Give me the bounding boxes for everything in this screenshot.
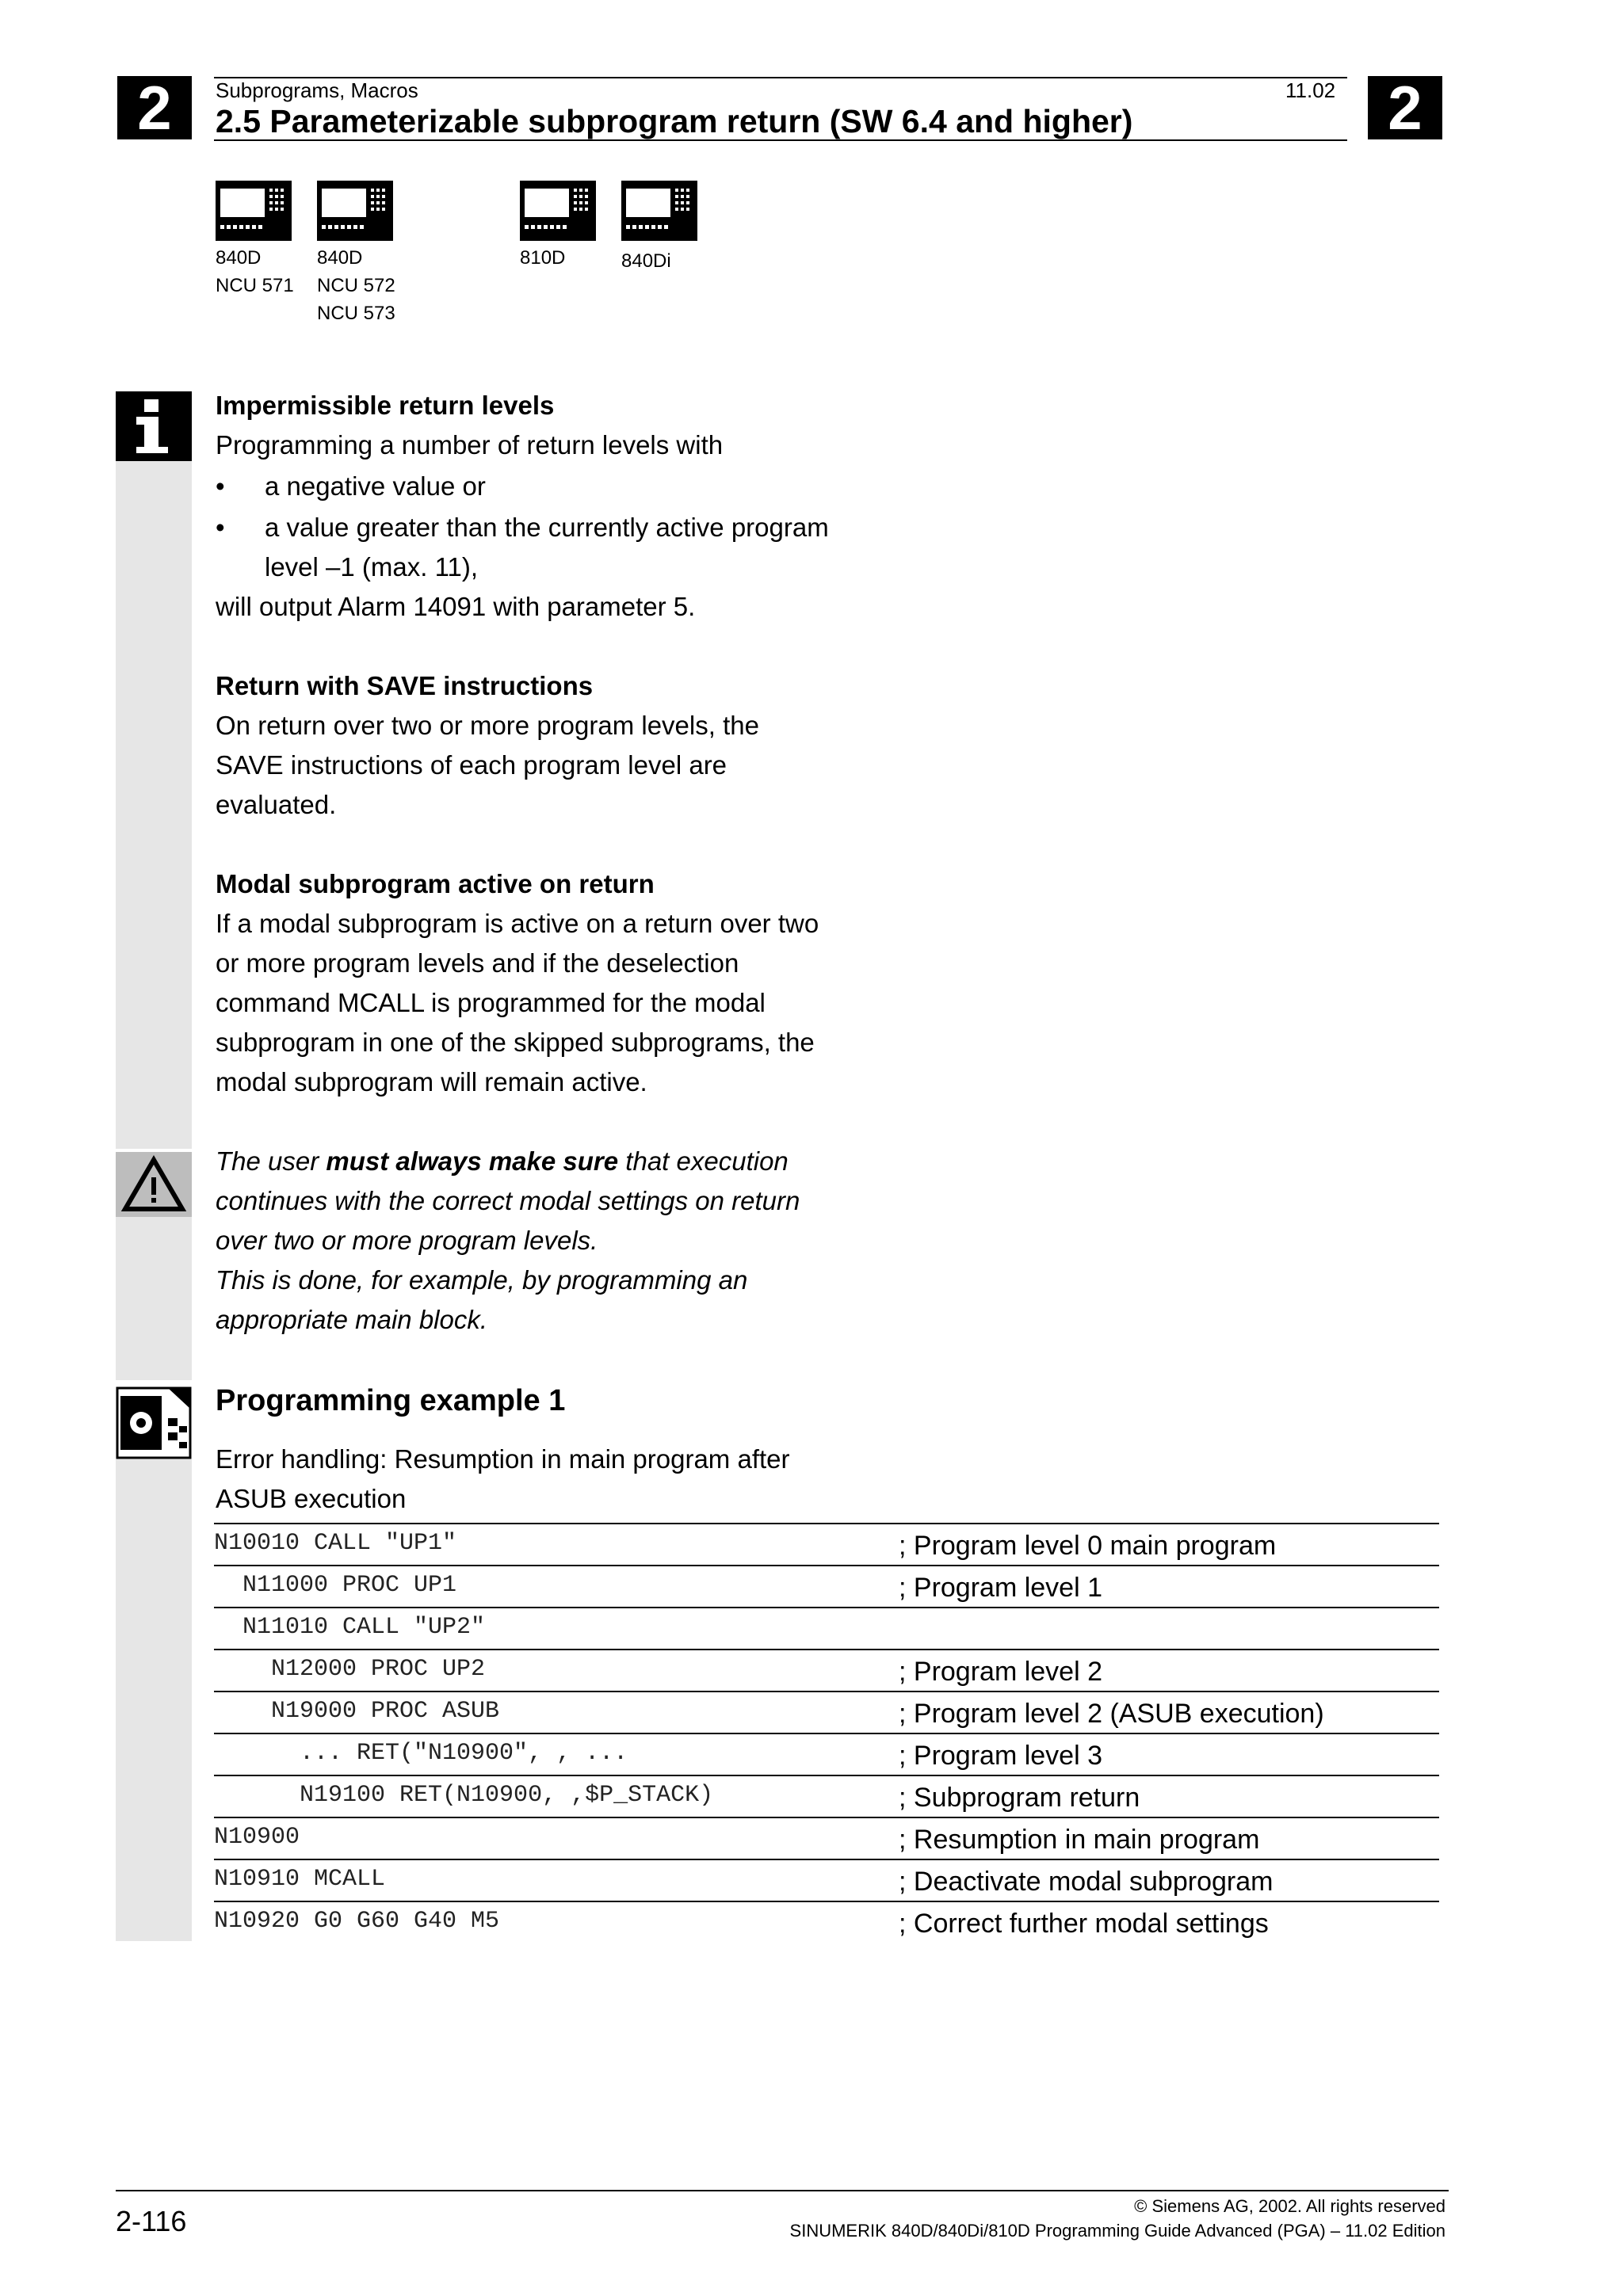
modal-line: or more program levels and if the deselection [216, 948, 739, 978]
bullet-item: a value greater than the currently active program [265, 513, 829, 542]
table-row [214, 1901, 1439, 1943]
info-icon [116, 391, 192, 461]
warning-line: This is done, for example, by programming an [216, 1265, 748, 1295]
controller-label: 840D [216, 247, 262, 269]
example-heading: Programming example 1 [216, 1384, 566, 1417]
modal-line: command MCALL is programmed for the modal [216, 988, 766, 1017]
table-row [214, 1565, 1439, 1607]
warning-icon [116, 1152, 192, 1217]
table-row [214, 1817, 1439, 1859]
modal-line: If a modal subprogram is active on a return over two [216, 909, 819, 938]
controller-panel-icon [317, 181, 393, 241]
comment-cell: ; Program level 3 [899, 1741, 1102, 1771]
programming-example-icon [116, 1386, 192, 1459]
warning-line: appropriate main block. [216, 1305, 488, 1334]
controller-label: 840D [317, 247, 363, 269]
table-row [214, 1691, 1439, 1733]
table-row [214, 1775, 1439, 1817]
bullet-symbol: • [216, 471, 225, 501]
save-line: On return over two or more program levels, the [216, 711, 759, 740]
warning-text: The user [216, 1146, 327, 1176]
page-title: 2.5 Parameterizable subprogram return (SW 6.4 and higher) [216, 103, 1133, 139]
example-desc: ASUB execution [216, 1484, 407, 1513]
controller-panel-icon [216, 181, 292, 241]
modal-heading: Modal subprogram active on return [216, 869, 655, 898]
info-intro: Programming a number of return levels with [216, 430, 724, 460]
table-row [214, 1649, 1439, 1691]
info-heading: Impermissible return levels [216, 391, 555, 420]
code-cell: N19100 RET(N10900, ,$P_STACK) [214, 1782, 714, 1809]
save-heading: Return with SAVE instructions [216, 671, 594, 700]
controller-label: NCU 572 [317, 275, 395, 296]
controller-label: 840Di [621, 250, 671, 272]
code-table [214, 1523, 1439, 1943]
chapter-number-left: 2 [117, 76, 192, 139]
info-closing: will output Alarm 14091 with parameter 5. [216, 592, 696, 621]
comment-cell: ; Subprogram return [899, 1783, 1140, 1813]
section-label: Subprograms, Macros [216, 78, 418, 102]
chapter-number-right: 2 [1368, 76, 1442, 139]
code-cell: N10010 CALL "UP1" [214, 1530, 457, 1557]
controller-label: 810D [520, 247, 566, 269]
margin-strip [116, 391, 192, 1149]
footer-rule [116, 2190, 1449, 2191]
bullet-item-continuation: level –1 (max. 11), [265, 552, 478, 582]
code-cell: N11010 CALL "UP2" [214, 1614, 486, 1641]
bullet-symbol: • [216, 513, 225, 542]
margin-strip [116, 1386, 192, 1941]
warning-line: continues with the correct modal settings on return [216, 1186, 800, 1215]
comment-cell: ; Deactivate modal subprogram [899, 1867, 1274, 1897]
comment-cell: ; Correct further modal settings [899, 1909, 1269, 1939]
comment-cell: ; Resumption in main program [899, 1825, 1260, 1855]
doc-title: SINUMERIK 840D/840Di/810D Programming Guide Advanced (PGA) – 11.02 Edition [789, 2221, 1445, 2241]
page-number: 2-116 [116, 2205, 187, 2237]
save-line: SAVE instructions of each program level are [216, 750, 727, 780]
header-date: 11.02 [1285, 78, 1336, 102]
code-cell: N10900 [214, 1824, 300, 1851]
code-cell: N11000 PROC UP1 [214, 1572, 457, 1599]
code-cell: N12000 PROC UP2 [214, 1656, 486, 1683]
table-row [214, 1523, 1439, 1565]
code-cell: N10910 MCALL [214, 1866, 386, 1893]
copyright: © Siemens AG, 2002. All rights reserved [1134, 2196, 1445, 2216]
controller-label: NCU 573 [317, 303, 395, 324]
controller-panel-icon [520, 181, 596, 241]
code-cell: N19000 PROC ASUB [214, 1698, 500, 1725]
table-row [214, 1733, 1439, 1775]
code-cell: N10920 G0 G60 G40 M5 [214, 1908, 500, 1935]
save-line: evaluated. [216, 790, 337, 819]
controller-panel-icon [621, 181, 697, 241]
modal-line: subprogram in one of the skipped subprograms, the [216, 1028, 815, 1057]
comment-cell: ; Program level 1 [899, 1573, 1102, 1603]
comment-cell: ; Program level 0 main program [899, 1531, 1277, 1561]
example-desc: Error handling: Resumption in main program after [216, 1444, 790, 1474]
modal-line: modal subprogram will remain active. [216, 1067, 647, 1097]
table-row [214, 1859, 1439, 1901]
table-row [214, 1607, 1439, 1649]
bullet-item: a negative value or [265, 471, 486, 501]
warning-emphasis: must always make sure [326, 1146, 619, 1176]
warning-line: over two or more program levels. [216, 1226, 598, 1255]
code-cell: ... RET("N10900", , ... [214, 1740, 628, 1767]
controller-label: NCU 571 [216, 275, 294, 296]
comment-cell: ; Program level 2 [899, 1657, 1102, 1687]
comment-cell: ; Program level 2 (ASUB execution) [899, 1699, 1324, 1729]
warning-line-1 [216, 1142, 789, 1181]
warning-text: that execution [618, 1146, 789, 1176]
